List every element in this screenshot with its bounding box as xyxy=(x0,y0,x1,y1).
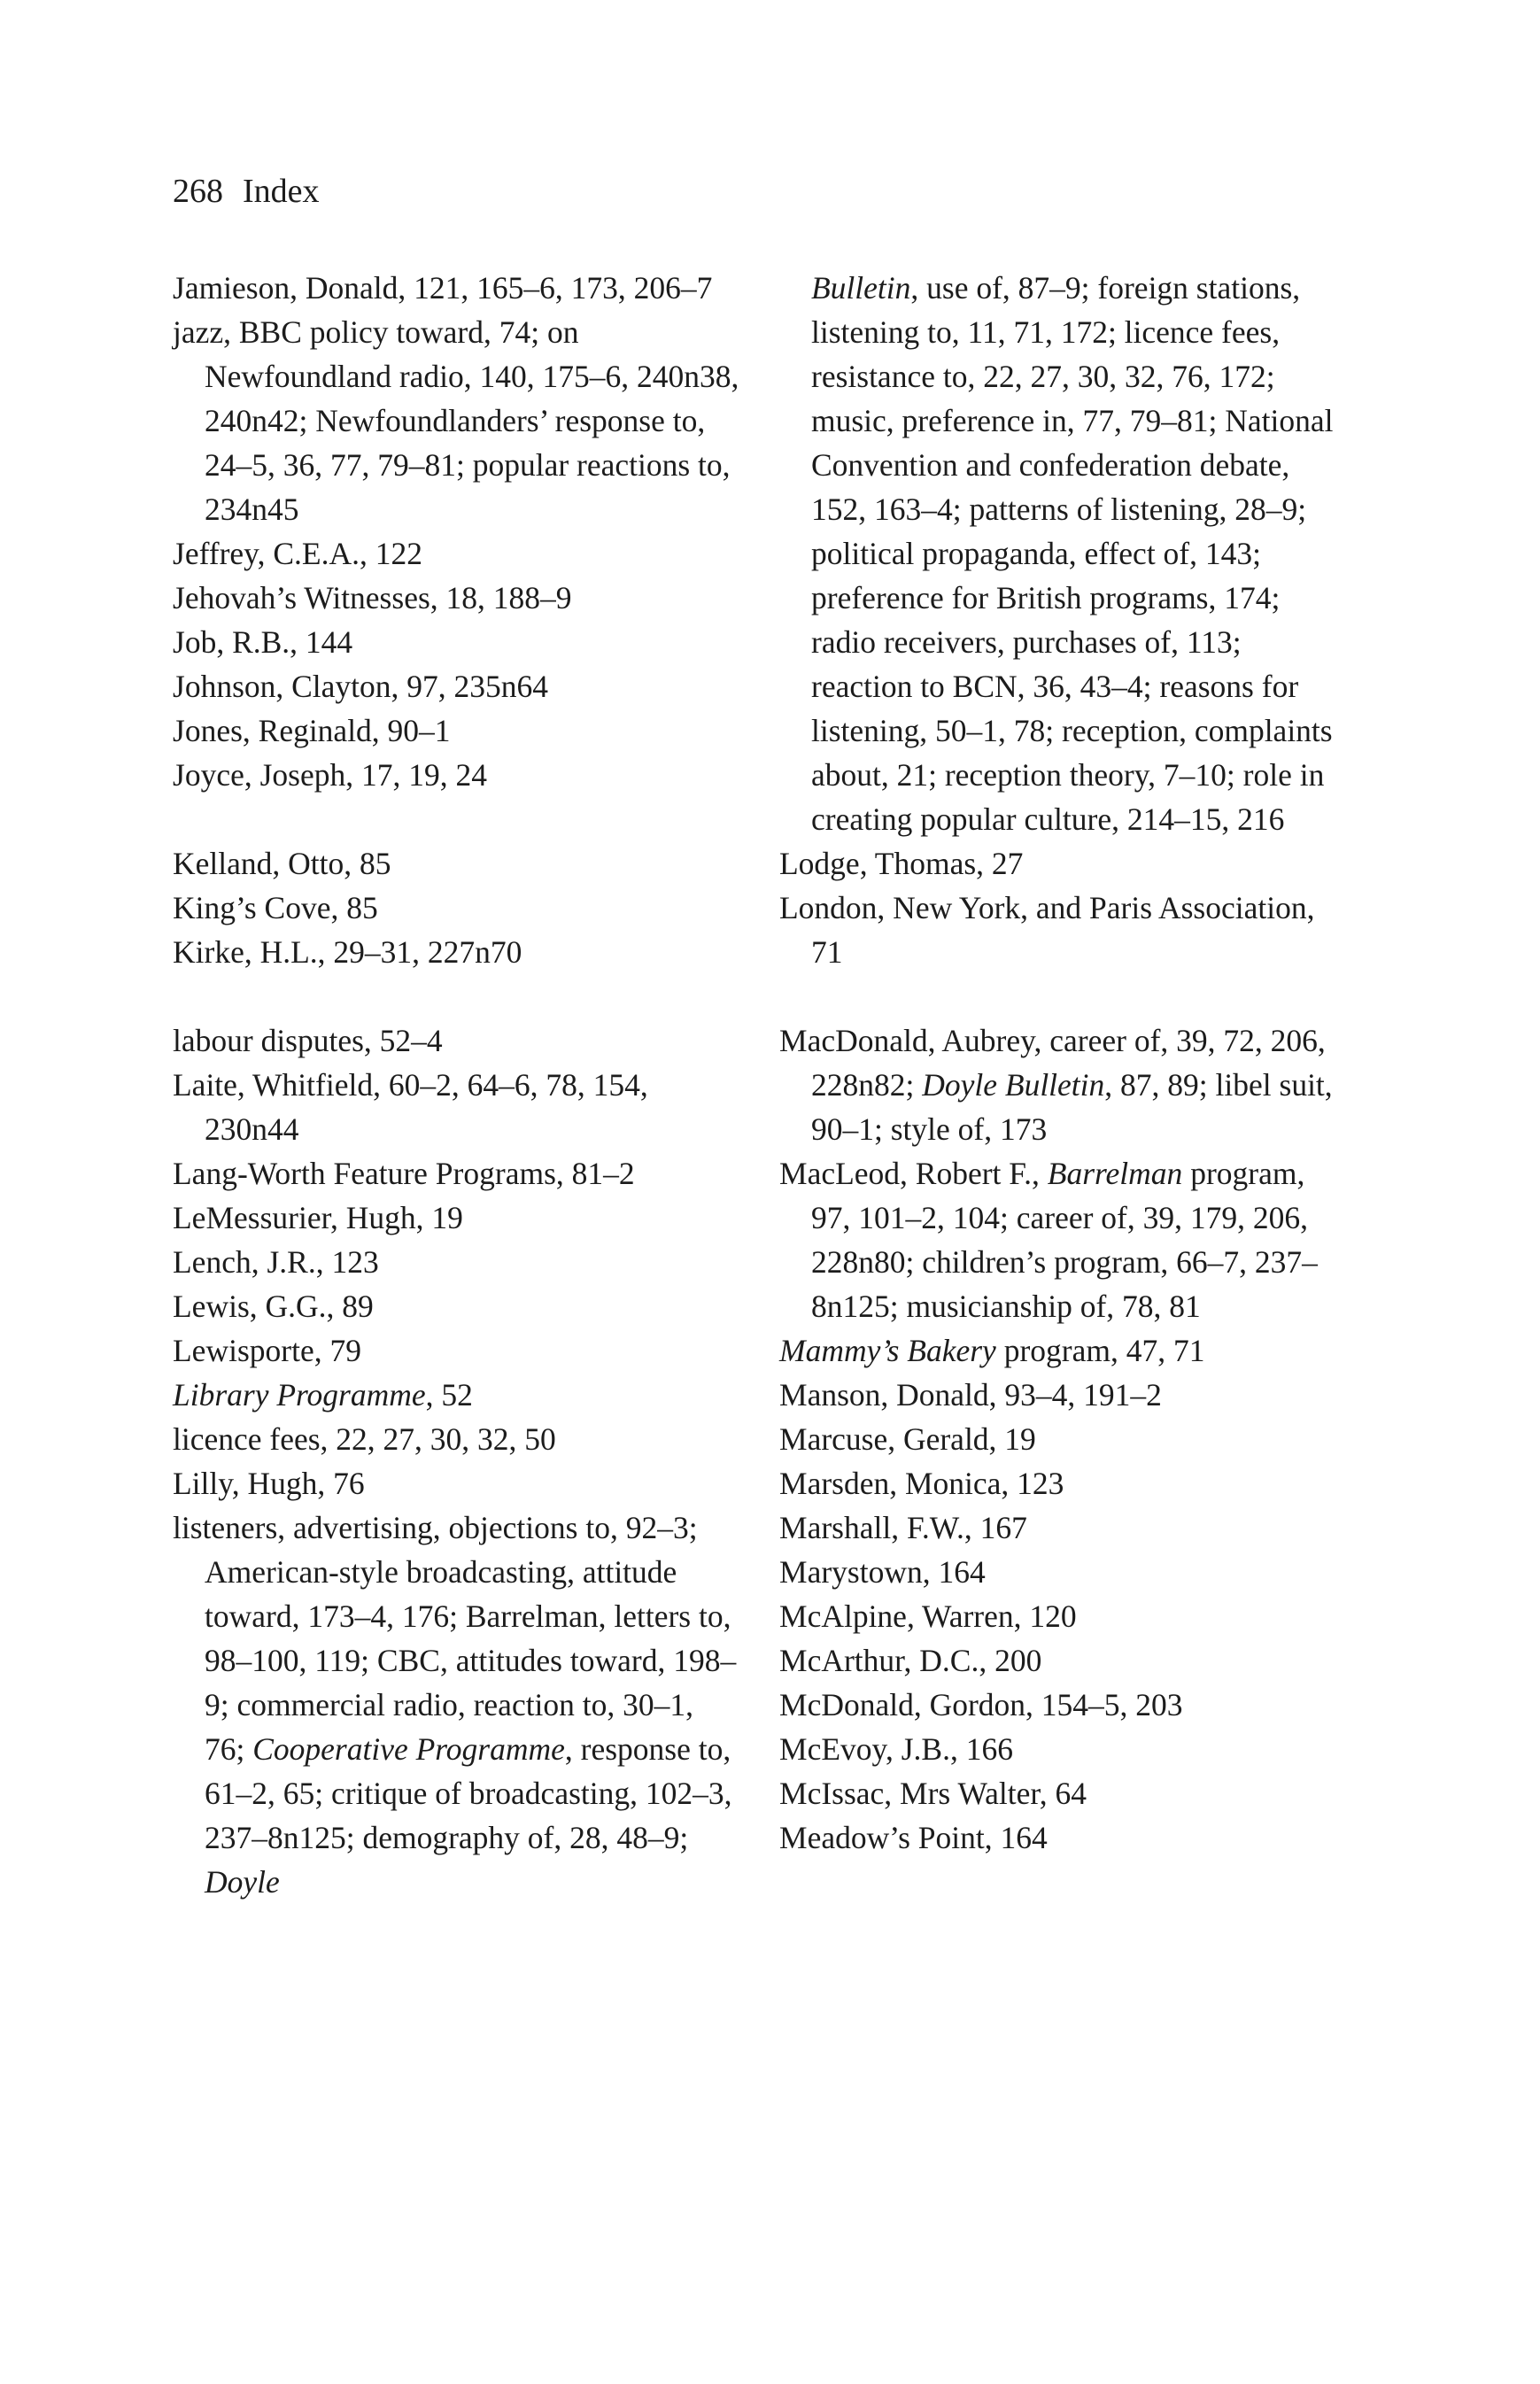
entry-text: Jeffrey, C.E.A., 122 xyxy=(173,536,422,571)
index-entry xyxy=(779,1771,1346,1815)
index-entry xyxy=(173,930,739,974)
index-entry xyxy=(173,753,739,797)
index-entry xyxy=(779,1018,1346,1151)
entry-text: Marystown, 164 xyxy=(779,1554,986,1590)
entry-text: MacDonald, Aubrey, career of, 39, 72, 206, 228n82; xyxy=(779,1023,1326,1103)
entry-text: King’s Cove, 85 xyxy=(173,890,378,925)
entry-text: Lilly, Hugh, 76 xyxy=(173,1466,365,1501)
index-entry xyxy=(173,531,739,576)
entry-text: Job, R.B., 144 xyxy=(173,624,353,660)
index-entry xyxy=(779,1727,1346,1771)
letter-group-gap xyxy=(173,797,739,841)
index-entry xyxy=(779,1417,1346,1461)
entry-text: labour disputes, 52–4 xyxy=(173,1023,443,1058)
index-entry xyxy=(173,664,739,708)
index-entry xyxy=(779,886,1346,974)
index-column-left xyxy=(173,266,739,1904)
entry-text: McAlpine, Warren, 120 xyxy=(779,1598,1077,1634)
entry-italic-text: Mammy’s Bakery xyxy=(779,1333,996,1368)
index-entry xyxy=(779,1550,1346,1594)
entry-text: Jones, Reginald, 90–1 xyxy=(173,713,451,748)
entry-text: MacLeod, Robert F., xyxy=(779,1156,1048,1191)
index-column-right xyxy=(779,266,1346,1860)
entry-text: licence fees, 22, 27, 30, 32, 50 xyxy=(173,1421,556,1457)
index-entry xyxy=(779,1683,1346,1727)
section-title: Index xyxy=(243,173,320,210)
entry-italic-text: Cooperative Programme xyxy=(252,1731,565,1767)
entry-text: Lewisporte, 79 xyxy=(173,1333,361,1368)
index-entry xyxy=(779,841,1346,886)
index-entry xyxy=(173,1151,739,1196)
letter-group-gap xyxy=(779,974,1346,1018)
entry-text: McDonald, Gordon, 154–5, 203 xyxy=(779,1687,1183,1722)
entry-text: London, New York, and Paris Association, 71 xyxy=(779,890,1315,970)
entry-text: , 87, 89; libel suit, 90–1; style of, 173 xyxy=(811,1067,1333,1147)
entry-text: Marsden, Monica, 123 xyxy=(779,1466,1064,1501)
index-entry xyxy=(173,1018,739,1063)
entry-text: , response to, 61–2, 65; critique of broadcasting, 102–3, 237–8n125; demography of, 28, 48–9; xyxy=(205,1731,732,1855)
entry-text: Lewis, G.G., 89 xyxy=(173,1289,374,1324)
index-entry xyxy=(779,1373,1346,1417)
index-entry xyxy=(779,1815,1346,1860)
entry-italic-text: Doyle Bulletin xyxy=(922,1067,1105,1103)
index-entry xyxy=(779,1328,1346,1373)
entry-text: Joyce, Joseph, 17, 19, 24 xyxy=(173,757,487,793)
entry-text: jazz, BBC policy toward, 74; on Newfoundland radio, 140, 175–6, 240n38, 240n42; Newfoundlanders’ response to, 24–5, 36, 77, 79–81; popular reactions to, 234n45 xyxy=(173,314,739,527)
page-number: 268 xyxy=(173,173,223,210)
entry-text: listeners, advertising, objections to, 92–3; American-style broadcasting, attitude toward, 173–4, 176; Barrelman, letters to, 98–100, 119; CBC, attitudes toward, 198–9; commercial radio, reaction to, 30–1, 76; xyxy=(173,1510,737,1767)
index-entry xyxy=(173,886,739,930)
index-entry-continued xyxy=(779,266,1346,841)
index-entry xyxy=(173,1240,739,1284)
entry-text: Meadow’s Point, 164 xyxy=(779,1820,1048,1855)
index-entry xyxy=(173,708,739,753)
entry-text: Lench, J.R., 123 xyxy=(173,1244,379,1280)
index-entry xyxy=(173,841,739,886)
entry-text: Kelland, Otto, 85 xyxy=(173,846,391,881)
entry-text: LeMessurier, Hugh, 19 xyxy=(173,1200,463,1235)
entry-text: program, 47, 71 xyxy=(995,1333,1205,1368)
entry-text: , 52 xyxy=(425,1377,473,1413)
entry-text: Jamieson, Donald, 121, 165–6, 173, 206–7 xyxy=(173,270,713,306)
entry-italic-text: Library Programme xyxy=(173,1377,426,1413)
index-entry xyxy=(779,1594,1346,1638)
entry-text: Lodge, Thomas, 27 xyxy=(779,846,1024,881)
entry-text: Manson, Donald, 93–4, 191–2 xyxy=(779,1377,1162,1413)
entry-text: Laite, Whitfield, 60–2, 64–6, 78, 154, 230n44 xyxy=(173,1067,648,1147)
entry-text: Marshall, F.W., 167 xyxy=(779,1510,1027,1545)
index-entry xyxy=(173,1461,739,1505)
entry-text: McEvoy, J.B., 166 xyxy=(779,1731,1013,1767)
letter-group-gap xyxy=(173,974,739,1018)
index-entry xyxy=(173,1328,739,1373)
index-entry xyxy=(173,266,739,310)
index-entry xyxy=(779,1505,1346,1550)
index-entry xyxy=(173,1196,739,1240)
index-entry xyxy=(173,1505,739,1904)
entry-text: Marcuse, Gerald, 19 xyxy=(779,1421,1036,1457)
index-entry xyxy=(173,1284,739,1328)
index-entry xyxy=(779,1461,1346,1505)
entry-italic-text: Doyle xyxy=(205,1864,280,1900)
entry-text: McArthur, D.C., 200 xyxy=(779,1643,1042,1678)
index-entry xyxy=(173,620,739,664)
index-entry xyxy=(173,310,739,531)
index-entry xyxy=(173,576,739,620)
entry-text: Johnson, Clayton, 97, 235n64 xyxy=(173,669,549,704)
index-entry xyxy=(779,1638,1346,1683)
entry-text: , use of, 87–9; foreign stations, listening to, 11, 71, 172; licence fees, resistance to, 22, 27, 30, 32, 76, 172; music, preference in, 77, 79–81; National Convention and confederation debate, 152, 163–4; patterns of listening, 28–9; political propaganda, effect of, 143; preference for British programs, 174; radio receivers, purchases of, 113; reaction to BCN, 36, 43–4; reasons for listening, 50–1, 78; reception, complaints about, 21; reception theory, 7–10; role in creating popular culture, 214–15, 216 xyxy=(811,270,1334,837)
entry-italic-text: Bulletin xyxy=(811,270,911,306)
running-header xyxy=(173,172,320,211)
entry-text: program, 97, 101–2, 104; career of, 39, 179, 206, 228n80; children’s program, 66–7, 237–8n125; musicianship of, 78, 81 xyxy=(811,1156,1318,1324)
entry-text: McIssac, Mrs Walter, 64 xyxy=(779,1776,1087,1811)
index-entry xyxy=(173,1373,739,1417)
entry-text: Jehovah’s Witnesses, 18, 188–9 xyxy=(173,580,572,615)
entry-text: Kirke, H.L., 29–31, 227n70 xyxy=(173,934,522,970)
index-entry xyxy=(173,1063,739,1151)
index-entry xyxy=(779,1151,1346,1328)
index-entry xyxy=(173,1417,739,1461)
entry-italic-text: Barrelman xyxy=(1047,1156,1183,1191)
entry-text: Lang-Worth Feature Programs, 81–2 xyxy=(173,1156,635,1191)
